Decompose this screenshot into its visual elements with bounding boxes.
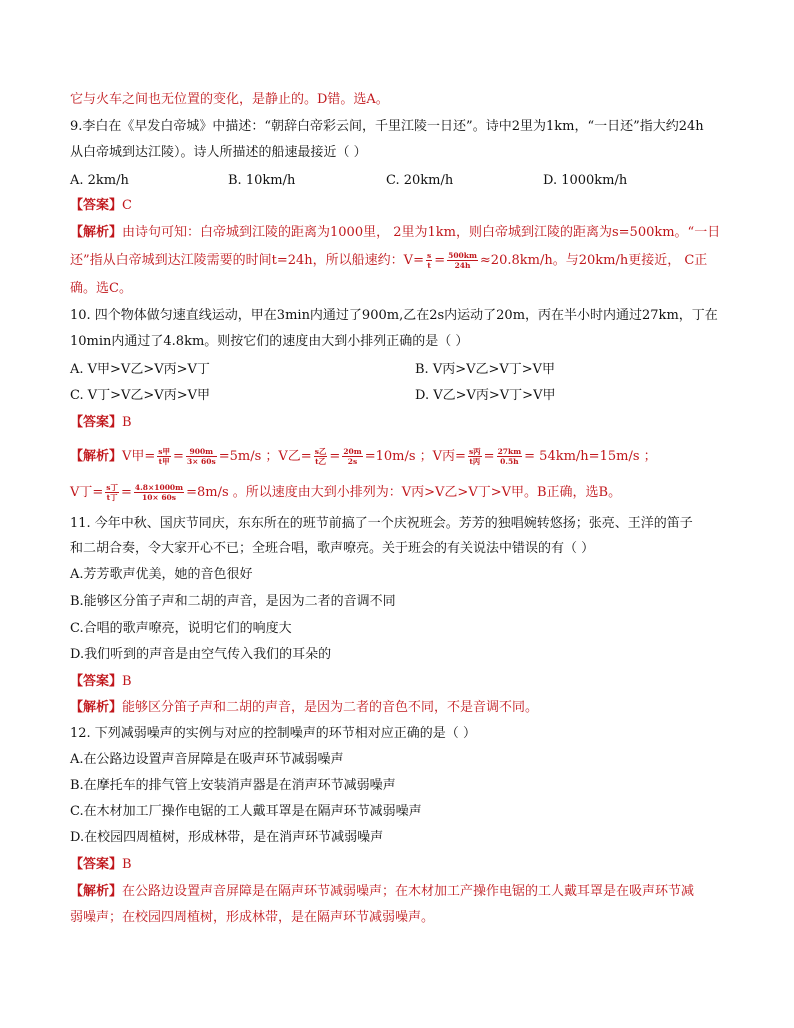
numerator: 900m bbox=[186, 447, 217, 457]
equals: = bbox=[173, 449, 184, 464]
analysis-text: = 54km/h=15m/s ； bbox=[524, 449, 657, 464]
q10-stem-line2: 10min内通过了4.8km。则按它们的速度由大到小排列正确的是（ ） bbox=[70, 334, 469, 349]
q11-option-b: B.能够区分笛子声和二胡的声音，是因为二者的音调不同 bbox=[70, 594, 396, 609]
numerator: 20m bbox=[343, 447, 362, 456]
q9-option-a: A. 2km/h bbox=[70, 173, 129, 188]
numerator: s丙 bbox=[468, 447, 481, 456]
q11-option-a: A.芳芳歌声优美，她的音色很好 bbox=[70, 567, 253, 582]
q9-stem-line1: 9.李白在《早发白帝城》中描述：“朝辞白帝彩云间，千里江陵一日还”。诗中2里为1km，“一日还”指大约24h bbox=[70, 119, 704, 134]
denominator: t丁 bbox=[106, 493, 118, 502]
q11-analysis bbox=[70, 699, 538, 717]
q9-option-c: C. 20km/h bbox=[386, 173, 454, 188]
numerator: s乙 bbox=[314, 447, 327, 456]
fraction-s-over-t bbox=[426, 251, 432, 270]
denominator: t bbox=[427, 261, 431, 270]
q10-analysis-line2 bbox=[70, 483, 621, 502]
q12-option-a: A.在公路边设置声音屏障是在吸声环节减弱噪声 bbox=[70, 752, 344, 767]
q12-option-b: B.在摩托车的排气管上安装消声器是在消声环节减弱噪声 bbox=[70, 778, 396, 793]
numerator: s bbox=[426, 251, 432, 260]
q11-stem-line1: 11. 今年中秋、国庆节同庆，东东所在的班节前搞了一个庆祝班会。芳芳的独唱婉转悠扬；张亮、王洋的笛子 bbox=[70, 516, 693, 531]
equals: = bbox=[483, 449, 495, 464]
equals: = bbox=[329, 449, 341, 464]
q10-analysis-line1 bbox=[70, 447, 657, 466]
q12-analysis-line1 bbox=[70, 883, 694, 901]
analysis-text: ≈20.8km/h。与20km/h更接近， C正 bbox=[479, 253, 708, 268]
q9-analysis-line2 bbox=[70, 251, 707, 270]
analysis-text: 由诗句可知：白帝城到江陵的距离为1000里， 2里为1km，则白帝城到江陵的距离为s=500km。“一日 bbox=[122, 225, 721, 240]
q10-option-a: A. V甲>V乙>V丙>V丁 bbox=[70, 362, 210, 377]
q10-stem-line1: 10. 四个物体做匀速直线运动，甲在3min内通过了900m,乙在2s内运动了20m，丙在半小时内通过27km，丁在 bbox=[70, 308, 718, 323]
fraction-s-yi-over-t-yi bbox=[314, 447, 328, 466]
q12-answer bbox=[70, 856, 132, 874]
numerator: 4.8×1000m bbox=[134, 483, 184, 492]
q11-stem-line2: 和二胡合奏，令大家开心不已；全班合唱，歌声嘹亮。关于班会的有关说法中错误的有（ ） bbox=[70, 541, 595, 556]
answer-tag: 【答案】 bbox=[70, 674, 123, 689]
denominator: 2s bbox=[347, 457, 358, 466]
fraction-s-jia-over-t-jia bbox=[157, 447, 171, 466]
q11-answer bbox=[70, 673, 132, 691]
analysis-text: 在公路边设置声音屏障是在隔声环节减弱噪声；在木材加工产操作电锯的工人戴耳罩是在吸声环节减 bbox=[122, 884, 695, 899]
equals: = bbox=[434, 253, 446, 268]
answer-value: B bbox=[122, 415, 132, 430]
analysis-tag: 【解析】 bbox=[70, 700, 123, 715]
q9-option-d: D. 1000km/h bbox=[543, 173, 628, 188]
analysis-text: =5m/s ；V乙= bbox=[218, 449, 312, 464]
q9-analysis-line1 bbox=[70, 224, 720, 242]
numerator: s丁 bbox=[106, 483, 119, 492]
numerator: s甲 bbox=[158, 447, 171, 456]
analysis-text: 能够区分笛子声和二胡的声音，是因为二者的音色不同，不是音调不同。 bbox=[122, 700, 539, 715]
denominator: 24h bbox=[454, 261, 471, 270]
analysis-tag: 【解析】 bbox=[70, 884, 123, 899]
q10-answer bbox=[70, 414, 132, 432]
q9-option-b: B. 10km/h bbox=[228, 173, 296, 188]
analysis-text: =8m/s 。所以速度由大到小排列为：V丙>V乙>V丁>V甲。B正确，选B。 bbox=[186, 485, 622, 500]
answer-tag: 【答案】 bbox=[70, 198, 123, 213]
fraction-ding-values bbox=[134, 483, 184, 502]
fraction-s-bing-over-t-bing bbox=[468, 447, 482, 466]
fraction-s-ding-over-t-ding bbox=[105, 483, 119, 502]
fraction-jia-values bbox=[186, 447, 217, 466]
q9-analysis-line3: 确。选C。 bbox=[70, 281, 132, 296]
denominator: t丙 bbox=[469, 457, 481, 466]
q10-option-d: D. V乙>V丙>V丁>V甲 bbox=[415, 388, 556, 403]
analysis-text: V丁= bbox=[70, 485, 104, 500]
denominator: 0.5h bbox=[500, 457, 519, 466]
q12-stem: 12. 下列减弱噪声的实例与对应的控制噪声的环节相对应正确的是（ ） bbox=[70, 726, 476, 741]
answer-tag: 【答案】 bbox=[70, 857, 123, 872]
analysis-text: V甲= bbox=[122, 449, 156, 464]
previous-analysis-tail: 它与火车之间也无位置的变化，是静止的。D错。选A。 bbox=[70, 92, 389, 107]
q10-option-b: B. V丙>V乙>V丁>V甲 bbox=[415, 362, 556, 377]
q11-option-d: D.我们听到的声音是由空气传入我们的耳朵的 bbox=[70, 647, 332, 662]
equals: = bbox=[121, 485, 132, 500]
analysis-text: 还”指从白帝城到达江陵需要的时间t=24h，所以船速约：V= bbox=[70, 253, 424, 268]
q11-option-c: C.合唱的歌声嘹亮，说明它们的响度大 bbox=[70, 621, 292, 636]
denominator: t乙 bbox=[315, 457, 327, 466]
q10-option-c: C. V丁>V乙>V丙>V甲 bbox=[70, 388, 210, 403]
denominator: t甲 bbox=[158, 457, 170, 466]
denominator: 10× 60s bbox=[142, 493, 176, 502]
q12-option-d: D.在校园四周植树，形成林带，是在消声环节减弱噪声 bbox=[70, 830, 384, 845]
fraction-distance-over-time bbox=[447, 251, 478, 270]
analysis-tag: 【解析】 bbox=[70, 225, 123, 240]
answer-value: B bbox=[122, 857, 132, 872]
answer-value: B bbox=[122, 674, 132, 689]
fraction-bing-values bbox=[497, 447, 523, 466]
numerator: 27km bbox=[497, 447, 522, 456]
q12-option-c: C.在木材加工厂操作电锯的工人戴耳罩是在隔声环节减弱噪声 bbox=[70, 804, 422, 819]
analysis-tag: 【解析】 bbox=[70, 449, 123, 464]
denominator: 3× 60s bbox=[186, 457, 216, 466]
analysis-text: =10m/s ；V丙= bbox=[364, 449, 466, 464]
answer-tag: 【答案】 bbox=[70, 415, 123, 430]
q9-stem-line2: 从白帝城到达江陵）。诗人所描述的船速最接近（ ） bbox=[70, 145, 367, 160]
q9-answer bbox=[70, 197, 132, 215]
answer-value: C bbox=[122, 198, 132, 213]
numerator: 500km bbox=[448, 251, 477, 260]
fraction-yi-values bbox=[342, 447, 362, 466]
q12-analysis-line2: 弱噪声；在校园四周植树，形成林带，是在隔声环节减弱噪声。 bbox=[70, 910, 435, 925]
